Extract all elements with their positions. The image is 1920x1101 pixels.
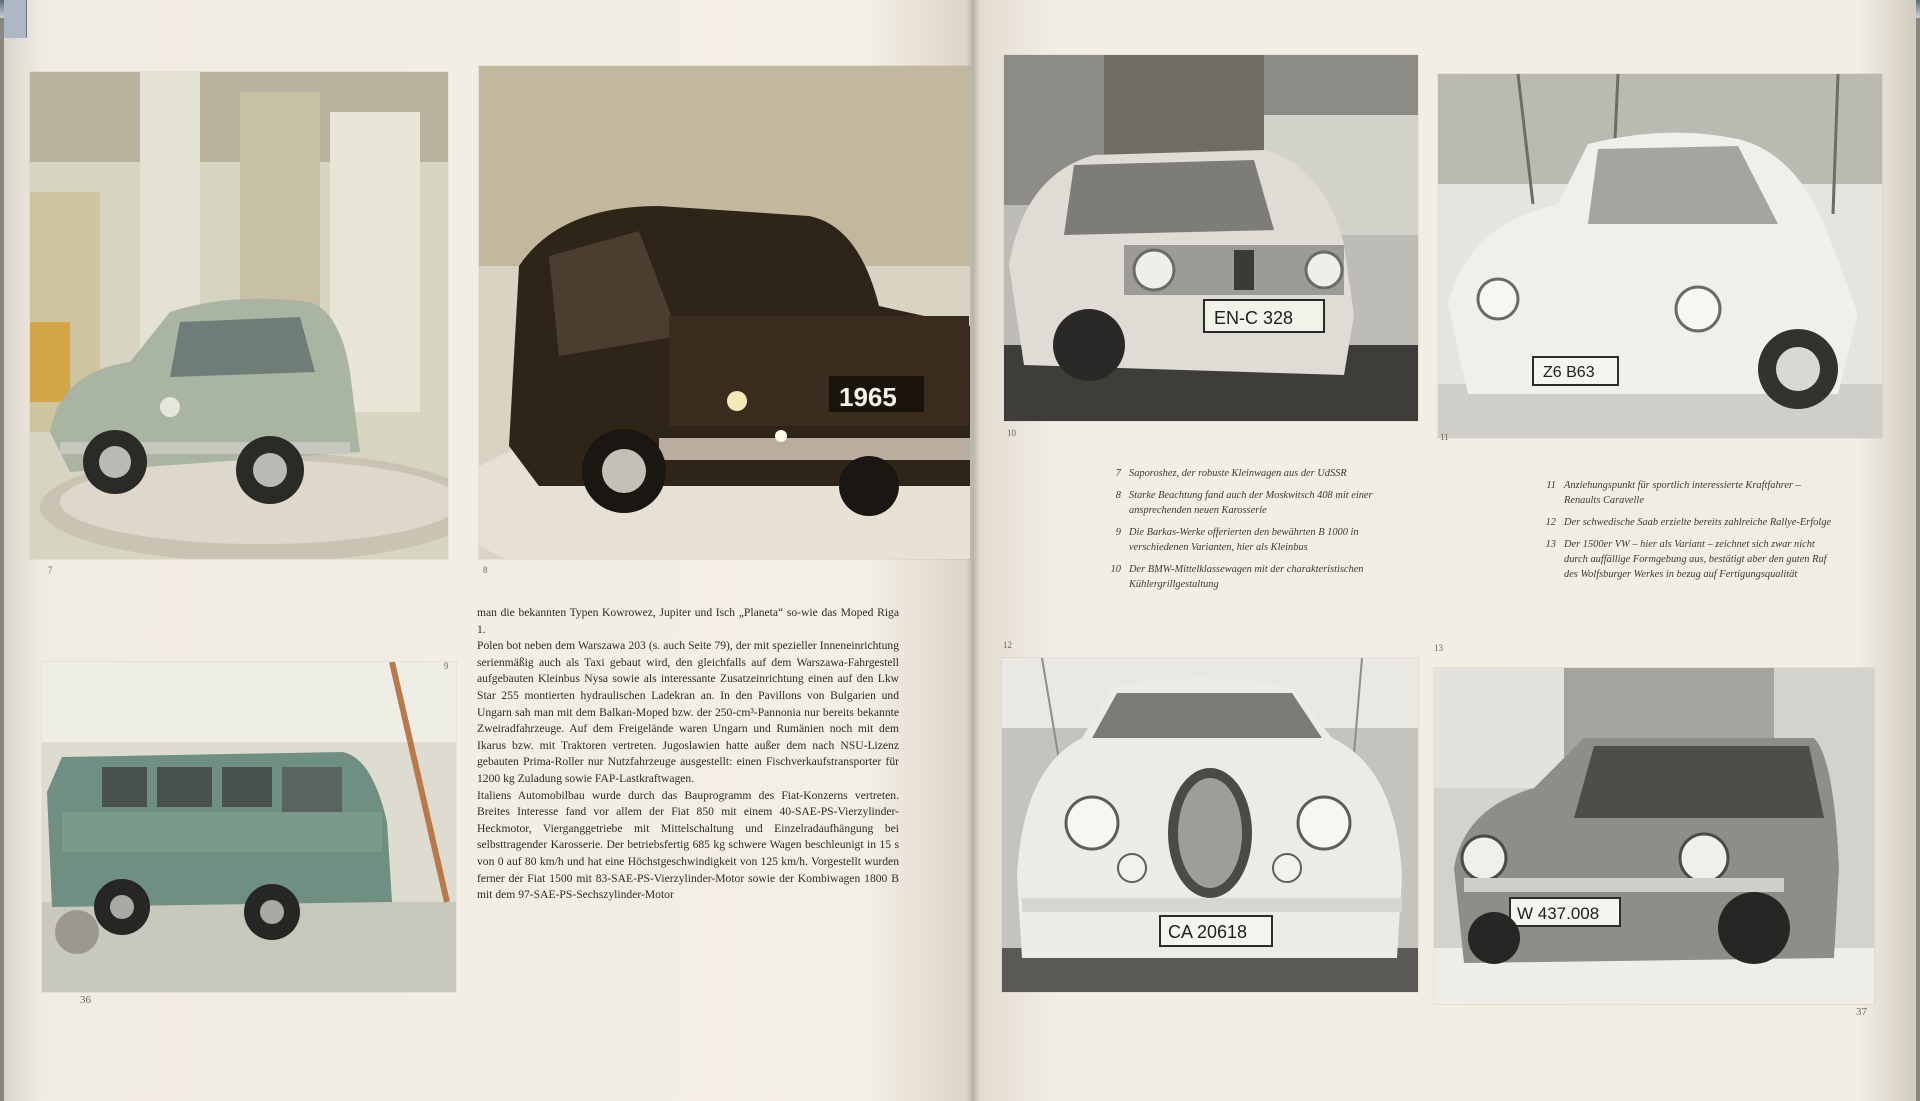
caption-13 — [1534, 537, 1834, 582]
photo-8 — [479, 66, 970, 559]
page-number-left: 36 — [80, 994, 91, 1006]
caption-7 — [1099, 466, 1417, 481]
page-number-right: 37 — [1856, 1006, 1867, 1018]
caption-text: Der BMW-Mittelklassewagen mit der charakteristischen Kühlergrillgestaltung — [1129, 564, 1364, 590]
caption-text: Starke Beachtung fand auch der Moskwitsch 408 mit einer ansprechenden neuen Karosserie — [1129, 490, 1373, 516]
photo-number-9: 9 — [444, 661, 449, 671]
caption-11 — [1534, 478, 1834, 508]
caption-12 — [1534, 515, 1834, 530]
photo-10 — [1004, 55, 1418, 421]
body-text — [477, 605, 899, 904]
caption-text: Die Barkas-Werke offerierten den bewährten B 1000 in verschiedenen Varianten, hier als Kleinbus — [1129, 527, 1359, 553]
caption-number: 9 — [1115, 527, 1121, 538]
svg-text:1965: 1965 — [839, 382, 897, 412]
body-paragraph-2: Polen bot neben dem Warszawa 203 (s. auch Seite 79), der mit spezieller Inneneinrichtung serienmäßig auch als Taxi gebaut wird, den gleichfalls auf dem Warszawa-Fahrgestell aufgebauten Kleinbus Nysa sowie als interessante Zusatzeinrichtung einen auf den Lkw Star 255 montierten hydraulischen Ladekran an. In den Pavillons von Bulgarien und Ungarn sah man mit dem Balkan-Moped bzw. der 250-cm³-Pannonia nur bereits bekannte Zweiradfahrzeuge. Auf dem Freigelände waren Ungarn und Rumänien noch mit dem Ikarus bzw. mit Traktoren vertreten. Jugoslawien hatte außer dem nach NSU-Lizenz gebauten Prima-Roller nur Nutzfahrzeuge ausgestellt: einen Fischverkaufstransporter für 1200 kg Zuladung sowie FAP-Lastkraftwagen. — [477, 639, 899, 785]
body-paragraph-1: man die bekannten Typen Kowrowez, Jupiter und Isch „Planeta“ so-wie das Moped Riga 1. — [477, 606, 899, 636]
photo-number-8: 8 — [483, 565, 488, 575]
caption-number: 12 — [1545, 517, 1556, 528]
photo-number-13: 13 — [1434, 643, 1443, 653]
photo-13 — [1434, 668, 1874, 1004]
book-spread — [4, 0, 1916, 1101]
photo-12 — [1002, 658, 1418, 992]
caption-number: 8 — [1115, 490, 1121, 501]
caption-text: Saporoshez, der robuste Kleinwagen aus der UdSSR — [1129, 468, 1347, 479]
captions-right — [1534, 478, 1834, 589]
caption-number: 11 — [1546, 480, 1556, 491]
photo-number-12: 12 — [1003, 640, 1012, 650]
caption-number: 10 — [1110, 564, 1121, 575]
photo-number-10: 10 — [1007, 428, 1016, 438]
photo-number-7: 7 — [48, 565, 53, 575]
body-paragraph-3: Italiens Automobilbau wurde durch das Bauprogramm des Fiat-Konzerns vertreten. Breites Interesse fand vor allem der Fiat 850 mit einem 40-SAE-PS-Vierzylinder-Heckmotor, Vierganggetriebe mit Mittelschaltung und Einzelradaufhängung bei selbsttragender Karosserie. Der betriebsfertig 685 kg schwere Wagen beschleunigt in 15 s von 0 auf 80 km/h und hat eine Höchstgeschwindigkeit von 125 km/h. Vorgestellt wurden ferner der Fiat 1500 mit 83-SAE-PS-Vierzylinder-Motor sowie der Kombiwagen 1800 B mit dem 97-SAE-PS-Sechszylinder-Motor — [477, 788, 899, 902]
photo-9 — [42, 662, 456, 992]
caption-text: Anziehungspunkt für sportlich interessierte Kraftfahrer – Renaults Caravelle — [1564, 480, 1801, 506]
photo-7 — [30, 72, 448, 559]
svg-text:CA 20618: CA 20618 — [1168, 922, 1248, 942]
svg-text:W 437.008: W 437.008 — [1517, 904, 1600, 923]
caption-number: 7 — [1115, 468, 1121, 479]
caption-9 — [1099, 525, 1417, 555]
binder-clip — [4, 0, 27, 38]
photo-number-11: 11 — [1440, 432, 1449, 442]
caption-number: 13 — [1545, 539, 1556, 550]
photo-11 — [1438, 74, 1882, 438]
svg-text:EN-C 328: EN-C 328 — [1214, 308, 1294, 328]
caption-text: Der 1500er VW – hier als Variant – zeichnet sich zwar nicht durch auffällige Formgebung aus, bestätigt aber den guten Ruf des Wolfsburger Werkes in bezug auf Fertigungsqualität — [1564, 539, 1827, 580]
svg-text:Z6 B63: Z6 B63 — [1543, 364, 1595, 381]
caption-10 — [1099, 562, 1417, 592]
captions-left — [1099, 466, 1417, 599]
caption-text: Der schwedische Saab erzielte bereits zahlreiche Rallye-Erfolge — [1564, 517, 1832, 528]
caption-8 — [1099, 488, 1417, 518]
